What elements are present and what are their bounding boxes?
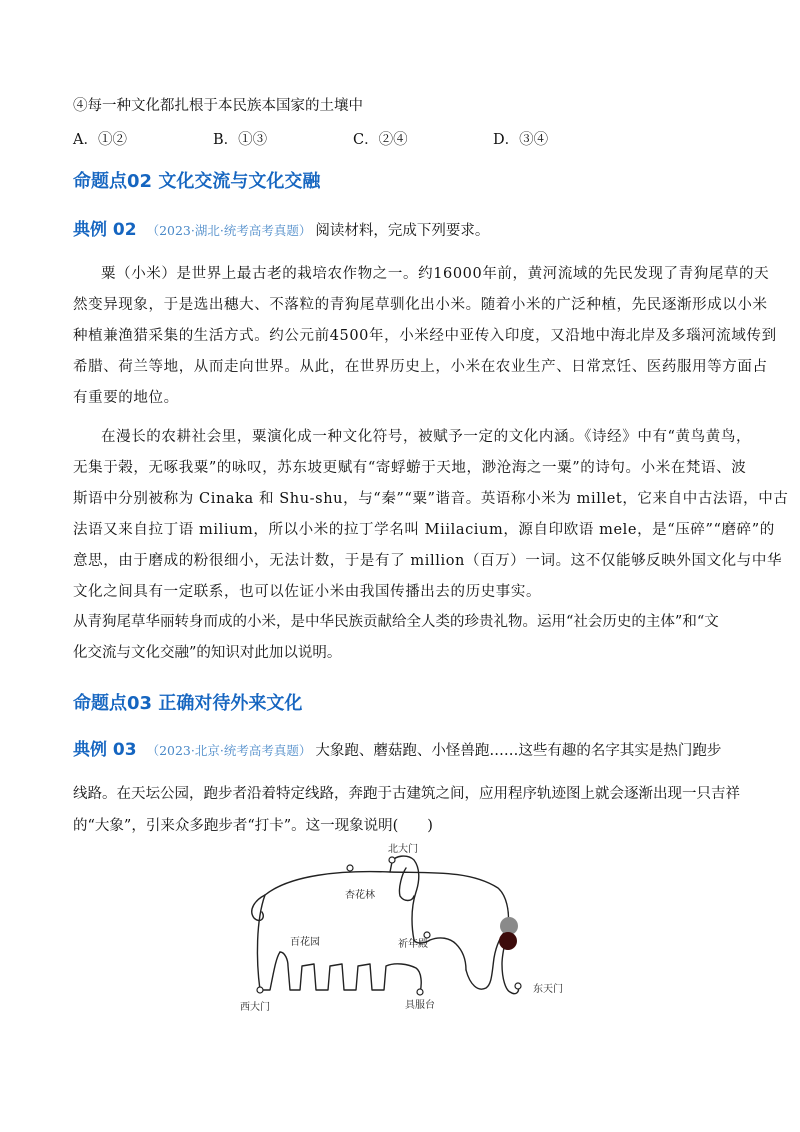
example-03-source: （2023·北京·统考高考真题） [146, 743, 312, 758]
material-para2-line4: 法语又来自拉丁语 milium，所以小米的拉丁学名叫 Miilacium，源自印欧语 mele，是“压碎”“磨碎”的 [73, 522, 775, 538]
material-para1-line2: 然变异现象，于是选出穗大、不落粒的青狗尾草驯化出小米。随着小米的广泛种植，先民逐渐形成以小米 [73, 297, 768, 313]
material-para2-line2: 无集于榖，无啄我粟”的咏叹，苏东坡更赋有“寄蜉蝣于天地，渺沧海之一粟”的诗句。小米在梵语、波 [73, 460, 747, 476]
jufutai-point [417, 989, 423, 995]
section-heading-03: 命题点03 正确对待外来文化 [73, 693, 303, 714]
qiniandian-point [424, 932, 430, 938]
question-stem-line: ④每一种文化都扎根于本民族本国家的土壤中 [73, 98, 363, 114]
label-qiniandian: 祈年殿 [398, 939, 428, 950]
label-north-gate: 北大门 [388, 844, 418, 855]
material-para2-line3: 斯语中分别被称为 Cinaka 和 Shu-shu，与“秦”“粟”谐音。英语称小米为 millet，它来自中古法语，中古 [73, 491, 789, 507]
material-para1-line5: 有重要的地位。 [73, 390, 179, 406]
route-end-marker [499, 932, 517, 950]
label-jufutai: 具服台 [405, 1000, 435, 1011]
task-line2: 化交流与文化交融”的知识对此加以说明。 [73, 645, 342, 661]
example-02-source: （2023·湖北·统考高考真题） [146, 223, 312, 238]
example-03-line2: 线路。在天坛公园，跑步者沿着特定线路，奔跑于古建筑之间，应用程序轨迹图上就会逐渐出现一只吉祥 [73, 786, 740, 802]
option-c: C．②④ [353, 132, 408, 148]
material-para1-line3: 种植兼渔猎采集的生活方式。约公元前4500年，小米经中亚传入印度，又沿地中海北岸及多瑙河流域传到 [73, 328, 777, 344]
east-gate-point [515, 983, 521, 989]
west-gate-point [257, 987, 263, 993]
label-baihuayuan: 百花园 [290, 937, 320, 948]
example-02-header [73, 220, 489, 241]
label-west-gate: 西大门 [240, 1002, 270, 1013]
label-xinghualin: 杏花林 [345, 890, 375, 901]
option-b: B．①③ [213, 132, 268, 148]
material-para2-line1: 在漫长的农耕社会里，粟演化成一种文化符号，被赋予一定的文化内涵。《诗经》中有“黄鸟黄鸟， [101, 429, 752, 445]
material-para1-line4: 希腊、荷兰等地，从而走向世界。从此，在世界历史上，小米在农业生产、日常烹饪、医药服用等方面占 [73, 359, 768, 375]
material-para2-line5: 意思，由于磨成的粉很细小，无法计数，于是有了 million（百万）一词。这不仅能够反映外国文化与中华 [73, 553, 783, 569]
material-para2-line6: 文化之间具有一定联系，也可以佐证小米由我国传播出去的历史事实。 [73, 584, 542, 600]
north-gate-point [389, 857, 395, 863]
material-para1-line1: 粟（小米）是世界上最古老的栽培农作物之一。约16000年前，黄河流域的先民发现了青狗尾草的天 [101, 266, 770, 282]
example-03-line1: 大象跑、蘑菇跑、小怪兽跑……这些有趣的名字其实是热门跑步 [315, 743, 722, 759]
elephant-route-map [230, 840, 570, 1030]
example-03-header [73, 740, 721, 761]
example-03-line3: 的“大象”，引来众多跑步者“打卡”。这一现象说明( ) [73, 818, 433, 834]
section-heading-02: 命题点02 文化交流与文化交融 [73, 171, 321, 192]
option-a: A．①② [73, 132, 127, 148]
elephant-route-line [252, 856, 519, 994]
example-02-prompt: 阅读材料，完成下列要求。 [315, 223, 490, 239]
task-line1: 从青狗尾草华丽转身而成的小米，是中华民族贡献给全人类的珍贵礼物。运用“社会历史的主体”和“文 [73, 614, 719, 630]
option-d: D．③④ [493, 132, 549, 148]
example-02-label: 典例 02 [73, 220, 137, 240]
xinghualin-point [347, 865, 353, 871]
example-03-label: 典例 03 [73, 740, 137, 760]
label-east-gate: 东天门 [533, 984, 563, 995]
